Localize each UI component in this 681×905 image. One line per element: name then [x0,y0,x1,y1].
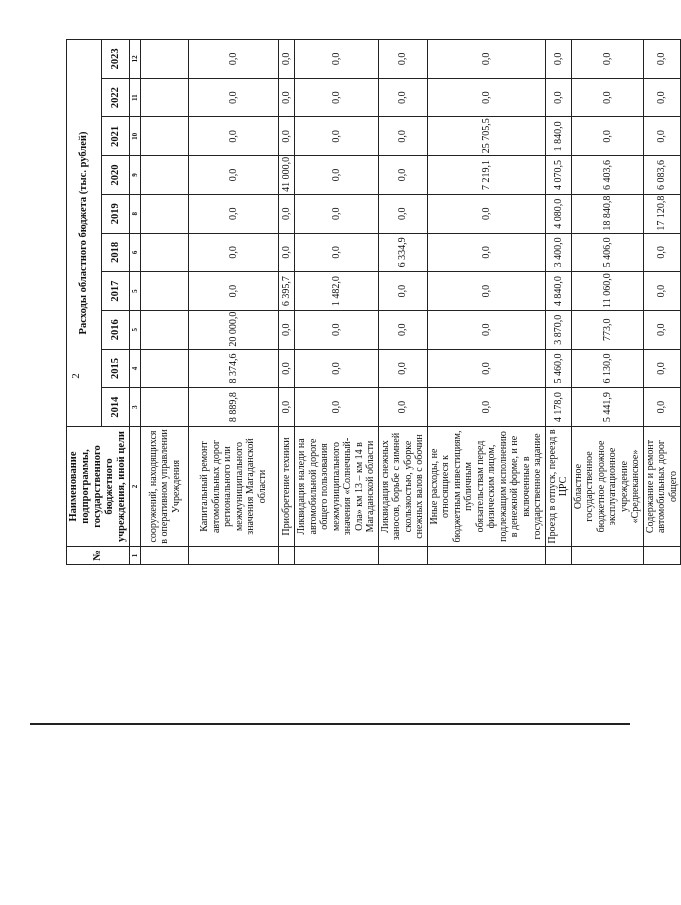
value-cell: 6 083,6 [643,156,681,195]
value-cell: 0,0 [189,117,279,156]
row-number [189,547,279,565]
table-row [295,39,379,564]
value-cell: 18 840,8 [571,194,643,233]
value-cell: 0,0 [189,39,279,78]
row-name: Областное государственное бюджетное дорожное эксплуатационное учреждение «Среднеканское» [571,427,643,547]
index-cell: 8 [130,194,141,233]
value-cell: 0,0 [378,310,427,349]
value-cell: 8 889,8 [189,388,279,427]
value-cell: 3 870,0 [545,310,571,349]
value-cell: 0,0 [295,233,379,272]
row-number [295,547,379,565]
value-cell: 0,0 [427,233,545,272]
row-number [141,547,189,565]
table-row [545,39,571,564]
value-cell: 0,0 [295,117,379,156]
index-cell: 6 [130,233,141,272]
index-cell: 2 [130,427,141,547]
table-row [279,39,295,564]
index-cell: 3 [130,388,141,427]
value-cell: 1 840,0 [545,117,571,156]
value-cell: 4 080,0 [545,194,571,233]
value-cell [141,272,189,311]
table-row [643,39,681,564]
table-row [189,39,279,564]
horizontal-rule [30,723,630,725]
index-cell: 5 [130,310,141,349]
value-cell: 0,0 [295,310,379,349]
value-cell [141,349,189,388]
value-cell: 0,0 [279,310,295,349]
value-cell: 0,0 [378,78,427,117]
value-cell [141,194,189,233]
value-cell: 1 482,0 [295,272,379,311]
row-name: Содержание и ремонт автомобильных дорог общего [643,427,681,547]
value-cell: 0,0 [295,39,379,78]
value-cell: 0,0 [643,349,681,388]
row-number [427,547,545,565]
value-cell: 0,0 [295,78,379,117]
value-cell: 0,0 [295,194,379,233]
table-row [427,39,545,564]
header-year: 2021 [102,117,130,156]
value-cell: 3 400,0 [545,233,571,272]
value-cell: 20 000,0 [189,310,279,349]
value-cell: 41 000,0 [279,156,295,195]
row-name: Иные расходы, не относящиеся к бюджетным инвестициям, публичным обязательствам перед физическим лицом, подлежащим исполнению в денежной форме, и не включенные в государственное задание [427,427,545,547]
row-number [545,547,571,565]
header-year: 2020 [102,156,130,195]
table-row [141,39,189,564]
value-cell: 6 130,0 [571,349,643,388]
value-cell: 0,0 [378,156,427,195]
value-cell: 0,0 [643,310,681,349]
index-cell: 1 [130,547,141,565]
value-cell [141,156,189,195]
value-cell: 25 705,5 [427,117,545,156]
budget-table [66,39,681,565]
value-cell: 0,0 [279,117,295,156]
value-cell [141,233,189,272]
value-cell: 0,0 [378,349,427,388]
value-cell: 0,0 [279,349,295,388]
index-cell: 9 [130,156,141,195]
value-cell: 6 334,9 [378,233,427,272]
value-cell: 0,0 [643,388,681,427]
header-year: 2017 [102,272,130,311]
value-cell: 0,0 [643,117,681,156]
value-cell: 0,0 [279,388,295,427]
value-cell: 0,0 [189,156,279,195]
value-cell: 0,0 [571,117,643,156]
row-name: сооружений, находящихся в оперативном управлении Учреждения [141,427,189,547]
value-cell: 0,0 [378,39,427,78]
row-name: Проезд в отпуск, переезд в ЦРС [545,427,571,547]
value-cell: 6 395,7 [279,272,295,311]
row-number [571,547,643,565]
value-cell: 0,0 [295,349,379,388]
row-name: Ликвидация наледи на автомобильной дороге общего пользования межмуниципального значения «Солнечный-Ола» км 13 – км 14 в Магаданской области [295,427,379,547]
row-name: Ликвидация снежных заносов, борьбе с зимней скользкостью, уборке снежных валов с обочин [378,427,427,547]
value-cell: 8 374,6 [189,349,279,388]
value-cell: 0,0 [427,78,545,117]
table-row [378,39,427,564]
value-cell: 0,0 [571,39,643,78]
value-cell: 7 219,1 [427,156,545,195]
row-name: Капитальный ремонт автомобильных дорог регионального или межмуниципального значения Магаданской области [189,427,279,547]
index-cell: 4 [130,349,141,388]
value-cell: 0,0 [427,272,545,311]
value-cell: 0,0 [643,233,681,272]
value-cell: 4 178,0 [545,388,571,427]
header-expenses: Расходы областного бюджета (тыс. рублей) [67,39,102,426]
header-year: 2023 [102,39,130,78]
value-cell: 4 070,5 [545,156,571,195]
row-number [643,547,681,565]
value-cell: 0,0 [295,156,379,195]
header-year: 2014 [102,388,130,427]
value-cell [141,78,189,117]
value-cell [141,117,189,156]
value-cell: 0,0 [643,272,681,311]
value-cell: 0,0 [427,349,545,388]
row-number [279,547,295,565]
value-cell [141,388,189,427]
value-cell [141,39,189,78]
value-cell: 0,0 [189,233,279,272]
index-cell: 5 [130,272,141,311]
page-number: 2 [69,373,82,379]
value-cell: 0,0 [378,117,427,156]
row-number [378,547,427,565]
value-cell: 0,0 [545,39,571,78]
value-cell: 0,0 [427,39,545,78]
value-cell: 0,0 [427,194,545,233]
budget-table-container [66,40,679,565]
value-cell: 0,0 [427,310,545,349]
header-year: 2015 [102,349,130,388]
value-cell: 4 840,0 [545,272,571,311]
row-name: Приобретение техники [279,427,295,547]
value-cell: 6 403,6 [571,156,643,195]
value-cell: 0,0 [571,78,643,117]
value-cell: 0,0 [279,194,295,233]
index-cell: 12 [130,39,141,78]
value-cell: 5 406,0 [571,233,643,272]
value-cell: 11 060,0 [571,272,643,311]
value-cell: 0,0 [378,272,427,311]
table-row [571,39,643,564]
value-cell: 0,0 [545,78,571,117]
value-cell: 0,0 [295,388,379,427]
value-cell: 0,0 [189,194,279,233]
header-year: 2016 [102,310,130,349]
value-cell: 5 460,0 [545,349,571,388]
value-cell: 0,0 [189,272,279,311]
index-cell: 10 [130,117,141,156]
value-cell: 0,0 [643,78,681,117]
value-cell: 0,0 [279,39,295,78]
value-cell: 0,0 [427,388,545,427]
value-cell: 5 441,9 [571,388,643,427]
header-year: 2022 [102,78,130,117]
header-year: 2019 [102,194,130,233]
value-cell: 773,0 [571,310,643,349]
value-cell: 17 120,8 [643,194,681,233]
value-cell [141,310,189,349]
header-no: № [67,547,130,565]
value-cell: 0,0 [279,233,295,272]
index-cell: 11 [130,78,141,117]
header-year: 2018 [102,233,130,272]
value-cell: 0,0 [643,39,681,78]
value-cell: 0,0 [189,78,279,117]
value-cell: 0,0 [378,388,427,427]
value-cell: 0,0 [279,78,295,117]
value-cell: 0,0 [378,194,427,233]
header-name: Наименование подпрограммы, государственного бюджетного учреждения, иной цели [67,427,130,547]
